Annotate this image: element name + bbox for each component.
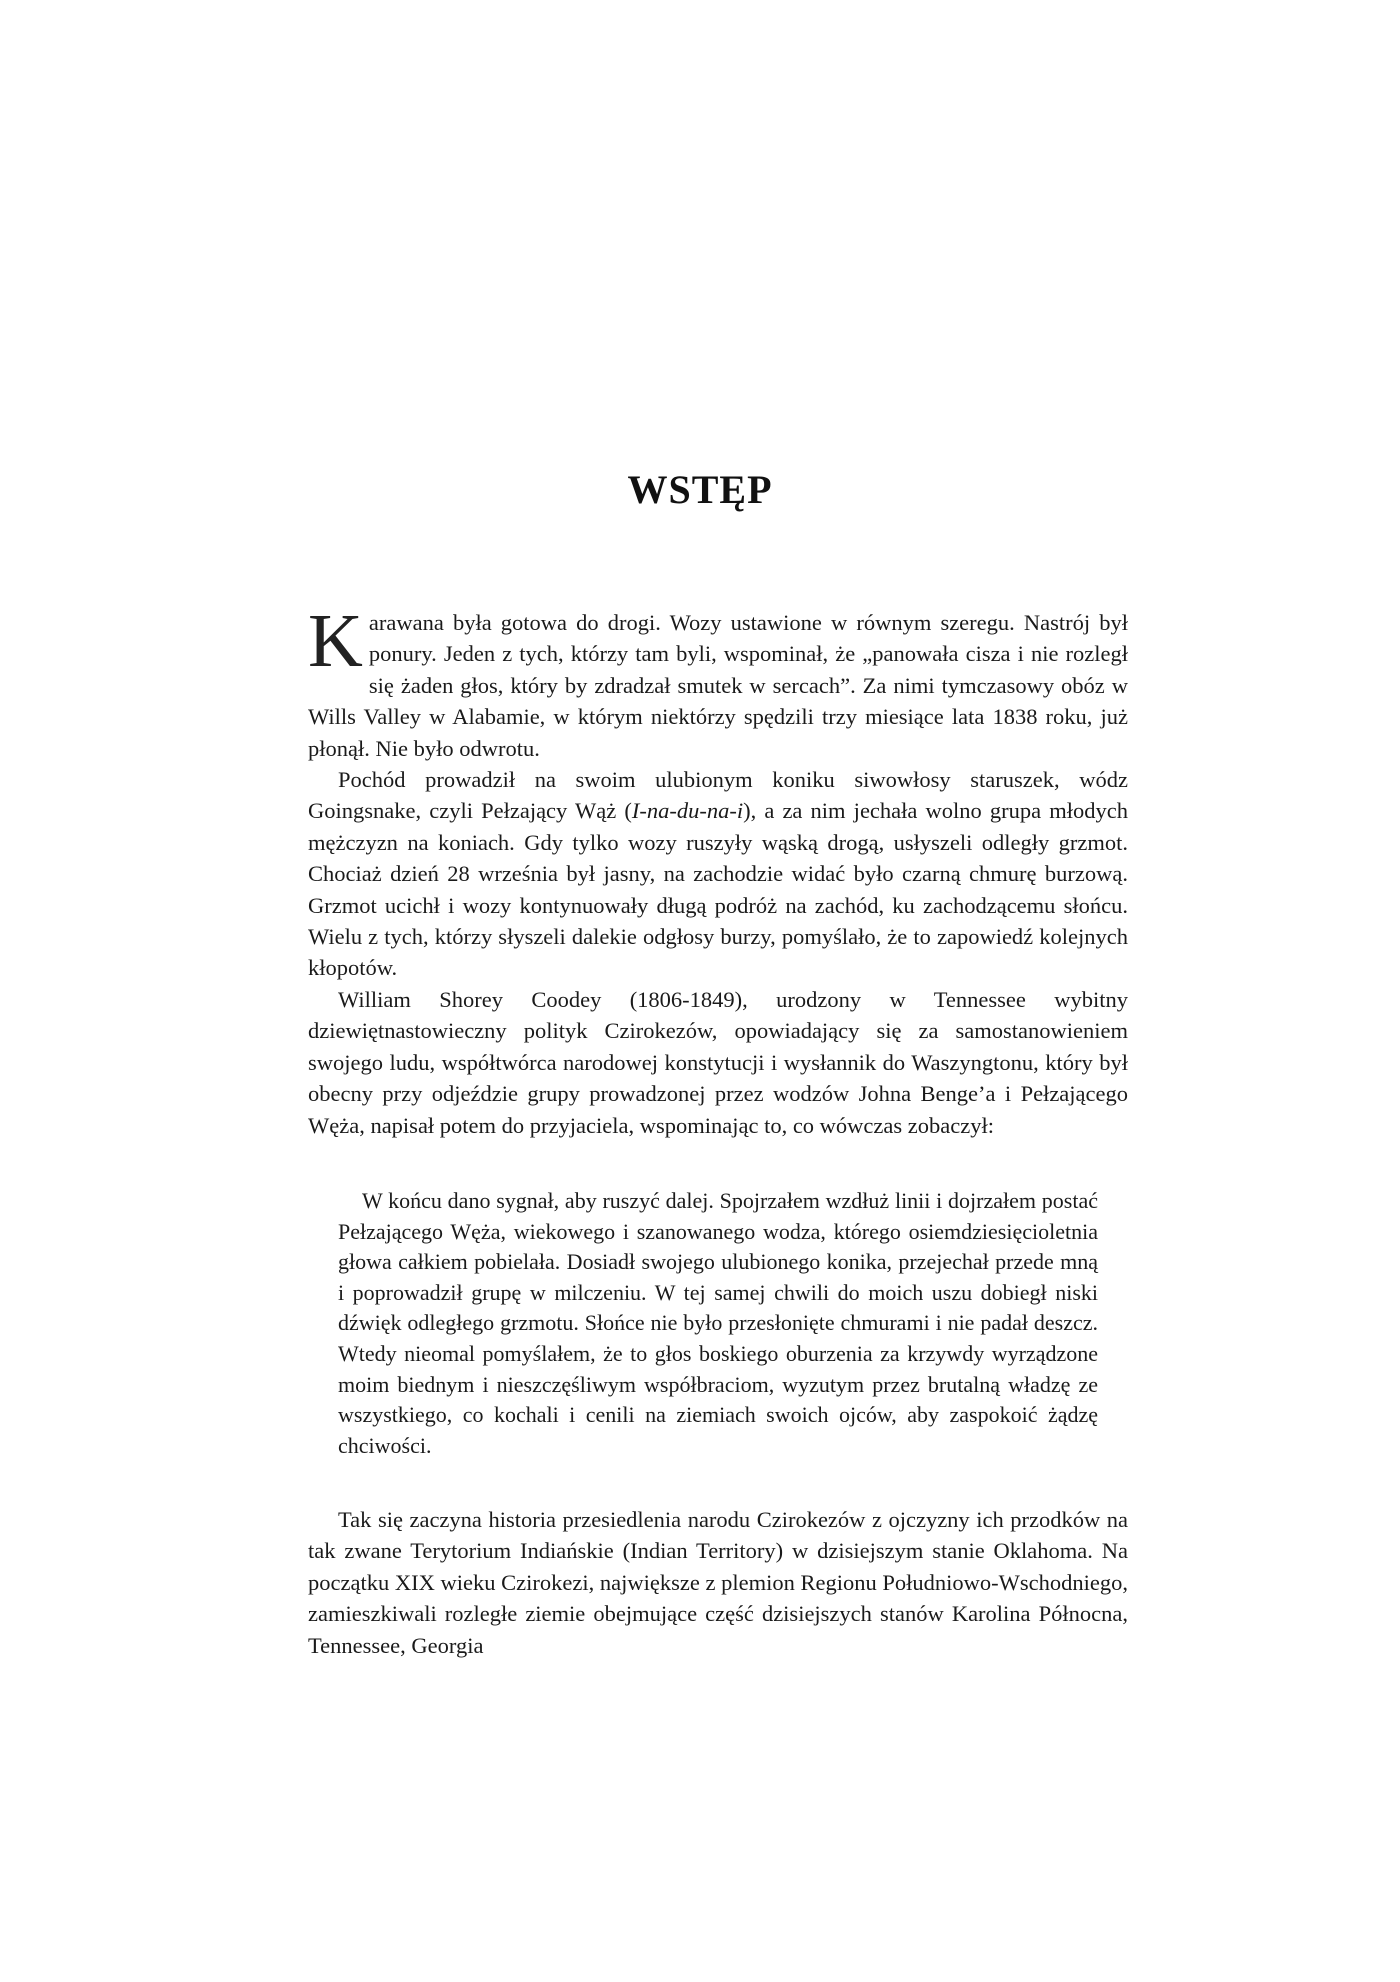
intro-text	[308, 599, 1128, 1141]
cherokee-name-italic: I-na-du-na-i	[631, 798, 744, 824]
intro-paragraph-2-text-b: ), a za nim jechała wolno grupa młodych mężczyzn na koniach. Gdy tylko wozy ruszyły wąską drogą, usłyszeli odległy grzmot. Chociaż dzień 28 września był jasny, na zachodzie widać było czarną chmurę burzową. Grzmot ucichł i wozy kontynuowały długą podróż na zachód, ku zachodzącemu słońcu. Wielu z tych, którzy słyszeli dalekie odgłosy burzy, pomyślało, że to zapowiedź kolejnych kłopotów.	[308, 798, 1128, 981]
drop-cap: K	[308, 599, 363, 683]
block-quote	[338, 1186, 1098, 1461]
intro-paragraph-3: William Shorey Coodey (1806-1849), urodzony w Tennessee wybitny dziewiętnastowieczny polityk Czirokezów, opowiadający się za samostanowieniem swojego ludu, współtwórca narodowej konstytucji i wysłannik do Waszyngtonu, który był obecny przy odjeździe grupy prowadzonej przez wodzów Johna Benge’a i Pełzającego Węża, napisał potem do przyjaciela, wspominając to, co wówczas zobaczył:	[308, 986, 1128, 1138]
intro-paragraph-2-text-a: Pochód prowadził na swoim ulubionym koniku siwowłosy staruszek, wódz Goingsnake, czyli Pełzający Wąż (	[308, 767, 1128, 824]
block-quote-text: W końcu dano sygnał, aby ruszyć dalej. Spojrzałem wzdłuż linii i dojrzałem postać Pełzającego Węża, wiekowego i szanowanego wodza, którego osiemdziesięcioletnia głowa całkiem pobielała. Dosiadł swojego ulubionego konika, przejechał przede mną i poprowadził grupę w milczeniu. W tej samej chwili do moich uszu dobiegł niski dźwięk odległego grzmotu. Słońce nie było przesłonięte chmurami i nie padał deszcz. Wtedy nieomal pomyślałem, że to głos boskiego oburzenia za krzywdy wyrządzone moim biednym i nieszczęśliwym współbraciom, wyzutym przez brutalną władzę ze wszystkiego, co kochali i cenili na ziemiach swoich ojców, aby zaspokoić żądzę chciwości.	[338, 1188, 1098, 1458]
intro-paragraph-1	[308, 599, 1128, 764]
intro-paragraph-2	[308, 764, 1128, 984]
intro-paragraph-1-text: arawana była gotowa do drogi. Wozy ustawione w równym szeregu. Nastrój był ponury. Jeden z tych, którzy tam byli, wspominał, że „panowała cisza i nie rozległ się żaden głos, który by zdradzał smutek w sercach”. Za nimi tymczasowy obóz w Wills Valley w Alabamie, w którym niektórzy spędzili trzy miesiące lata 1838 roku, już płonął. Nie było odwrotu.	[308, 610, 1128, 761]
closing-paragraph: Tak się zaczyna historia przesiedlenia narodu Czirokezów z ojczyzny ich przodków na tak zwane Terytorium Indiańskie (Indian Territory) w dzisiejszym stanie Oklahoma. Na początku XIX wieku Czirokezi, największe z plemion Regionu Południowo-Wschodniego, zamieszkiwali rozległe ziemie obejmujące część dzisiejszych stanów Karolina Północna, Tennessee, Georgia	[308, 1507, 1128, 1658]
chapter-title: WSTĘP	[627, 467, 773, 512]
closing-text	[308, 1504, 1128, 1661]
